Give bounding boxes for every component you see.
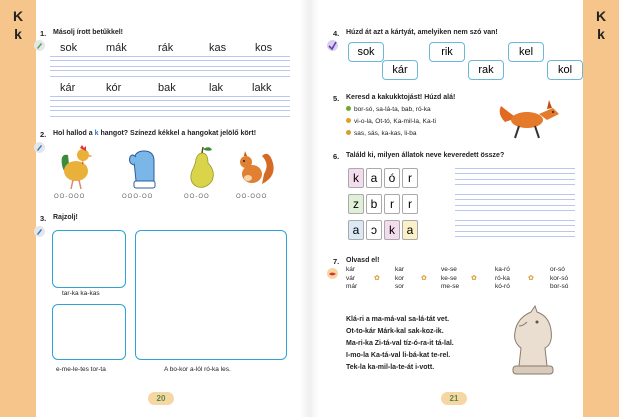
word-5: kos	[255, 42, 273, 54]
word-10: lakk	[252, 82, 272, 94]
answer-lines-3[interactable]	[455, 220, 575, 238]
handwriting-lines[interactable]	[50, 56, 290, 78]
flower-icon: ✿	[528, 275, 534, 282]
word-card-5[interactable]: rak	[468, 60, 504, 80]
exercise-7-instruction: Olvasd el!	[346, 257, 380, 264]
edge-letter-upper: K	[595, 8, 607, 24]
reading-sentence-4: I-mo-la Ka-tá-val li-bá-kat te-rel.	[346, 352, 451, 359]
word-card-1[interactable]: sok	[348, 42, 384, 62]
book-gutter	[300, 0, 319, 417]
cuckoo-line-1[interactable]: bor-só, sa-lá-ta, bab, ró-ka	[346, 106, 431, 113]
edge-letter-upper: K	[12, 8, 24, 24]
reading-sentence-1: Klá-ri a ma-má-val sa-lá-tát vet.	[346, 316, 450, 323]
letter-tile: ɔ	[366, 220, 382, 240]
edge-letter-lower: k	[597, 26, 605, 42]
pencil-icon	[34, 40, 45, 51]
drawing-box-1[interactable]	[52, 230, 126, 288]
drawing-box-3[interactable]	[135, 230, 287, 360]
checkmark-icon	[327, 40, 338, 51]
exercise-number: 2.	[40, 130, 47, 139]
right-page	[319, 0, 583, 417]
squirrel-picture	[234, 146, 278, 190]
word-card-4[interactable]: kár	[382, 60, 418, 80]
letter-tile: a	[366, 168, 382, 188]
left-edge-band	[0, 0, 36, 417]
right-edge-band	[583, 0, 619, 417]
exercise-number: 4.	[333, 29, 340, 38]
flower-icon: ✿	[374, 275, 380, 282]
sound-circles-2[interactable]: OOO-OO	[122, 194, 154, 200]
letter-tile: k	[348, 168, 364, 188]
edge-letter-lower: k	[14, 26, 22, 42]
read-column-2: kar kor sor	[395, 266, 405, 291]
flower-icon: ✿	[471, 275, 477, 282]
letter-tile: k	[384, 220, 400, 240]
word-card-2[interactable]: rik	[429, 42, 465, 62]
exercise-2-instruction: Hol hallod a k hangot? Színezd kékkel a hangokat jelölő kört!	[53, 130, 257, 137]
page-number: 20	[148, 392, 174, 405]
letter-tile: z	[348, 194, 364, 214]
mitten-picture	[128, 147, 162, 191]
word-9: lak	[209, 82, 224, 94]
exercise-1-instruction: Másolj írott betűkkel!	[53, 29, 124, 36]
chess-knight-picture	[505, 304, 561, 376]
exercise-number: 5.	[333, 94, 340, 103]
exercise-4-instruction: Húzd át azt a kártyát, amelyiken nem szó van!	[346, 29, 498, 36]
letter-tile: r	[402, 194, 418, 214]
exercise-number: 7.	[333, 257, 340, 266]
lips-icon	[327, 268, 338, 279]
letter-tile: r	[384, 194, 400, 214]
drawing-caption-2: e-me-le-tes tor-ta	[56, 366, 106, 373]
read-column-1: kár vár már	[346, 266, 358, 291]
letter-tile: b	[366, 194, 382, 214]
word-card-6[interactable]: kol	[547, 60, 583, 80]
exercise-number: 3.	[40, 214, 47, 223]
drawing-box-2[interactable]	[52, 304, 126, 360]
read-column-5: or-só kor-só bor-só	[550, 266, 569, 291]
exercise-3-instruction: Rajzolj!	[53, 214, 78, 221]
word-1: sok	[60, 42, 78, 54]
bullet-dot	[346, 118, 351, 123]
word-7: kór	[106, 82, 122, 94]
handwriting-lines[interactable]	[50, 96, 290, 118]
exercise-5-instruction: Keresd a kakukktojást! Húzd alá!	[346, 94, 456, 101]
crayon-icon	[34, 142, 45, 153]
word-3: rák	[158, 42, 174, 54]
word-4: kas	[209, 42, 227, 54]
reading-sentence-5: Tek-la ka-mil-la-te-át i-vott.	[346, 364, 435, 371]
read-column-3: ve-se ke-se me-se	[441, 266, 460, 291]
flower-icon: ✿	[421, 275, 427, 282]
word-8: bak	[158, 82, 176, 94]
word-card-3[interactable]: kel	[508, 42, 544, 62]
exercise-number: 1.	[40, 29, 47, 38]
answer-lines-2[interactable]	[455, 194, 575, 212]
read-column-4: ka-ró ró-ka kó-ró	[495, 266, 510, 291]
page-number: 21	[441, 392, 467, 405]
reading-sentence-2: Ot-to-kár Márk-kal sak-koz-ik.	[346, 328, 444, 335]
letter-tile: r	[402, 168, 418, 188]
drawing-caption-3: A bo-kor a-lól ró-ka les.	[164, 366, 231, 373]
bullet-dot	[346, 130, 351, 135]
sound-circles-4[interactable]: OO-OOO	[236, 194, 268, 200]
letter-tile: ó	[384, 168, 400, 188]
fox-picture	[497, 92, 563, 140]
left-page	[36, 0, 300, 417]
cuckoo-line-2[interactable]: vi-o-la, Ot-tó, Ka-mil-la, Ka-ti	[346, 118, 436, 125]
sound-circles-1[interactable]: OO-OOO	[54, 194, 86, 200]
word-2: mák	[106, 42, 127, 54]
cuckoo-line-3[interactable]: sas, sás, ka-kas, li-ba	[346, 130, 417, 137]
drawing-caption-1: tar-ka ka-kas	[62, 290, 100, 297]
reading-sentence-3: Ma-ri-ka Zi-tá-val tíz-ó-ra-it tá-lal.	[346, 340, 454, 347]
crayon-icon	[34, 226, 45, 237]
sound-circles-3[interactable]: OO-OO	[184, 194, 210, 200]
word-6: kár	[60, 82, 76, 94]
exercise-6-instruction: Találd ki, milyen állatok neve keveredett össze?	[346, 152, 505, 159]
letter-tile: a	[402, 220, 418, 240]
bullet-dot	[346, 106, 351, 111]
rooster-picture	[56, 145, 96, 191]
pear-picture	[186, 145, 218, 191]
letter-tile: a	[348, 220, 364, 240]
answer-lines-1[interactable]	[455, 168, 575, 186]
exercise-number: 6.	[333, 152, 340, 161]
